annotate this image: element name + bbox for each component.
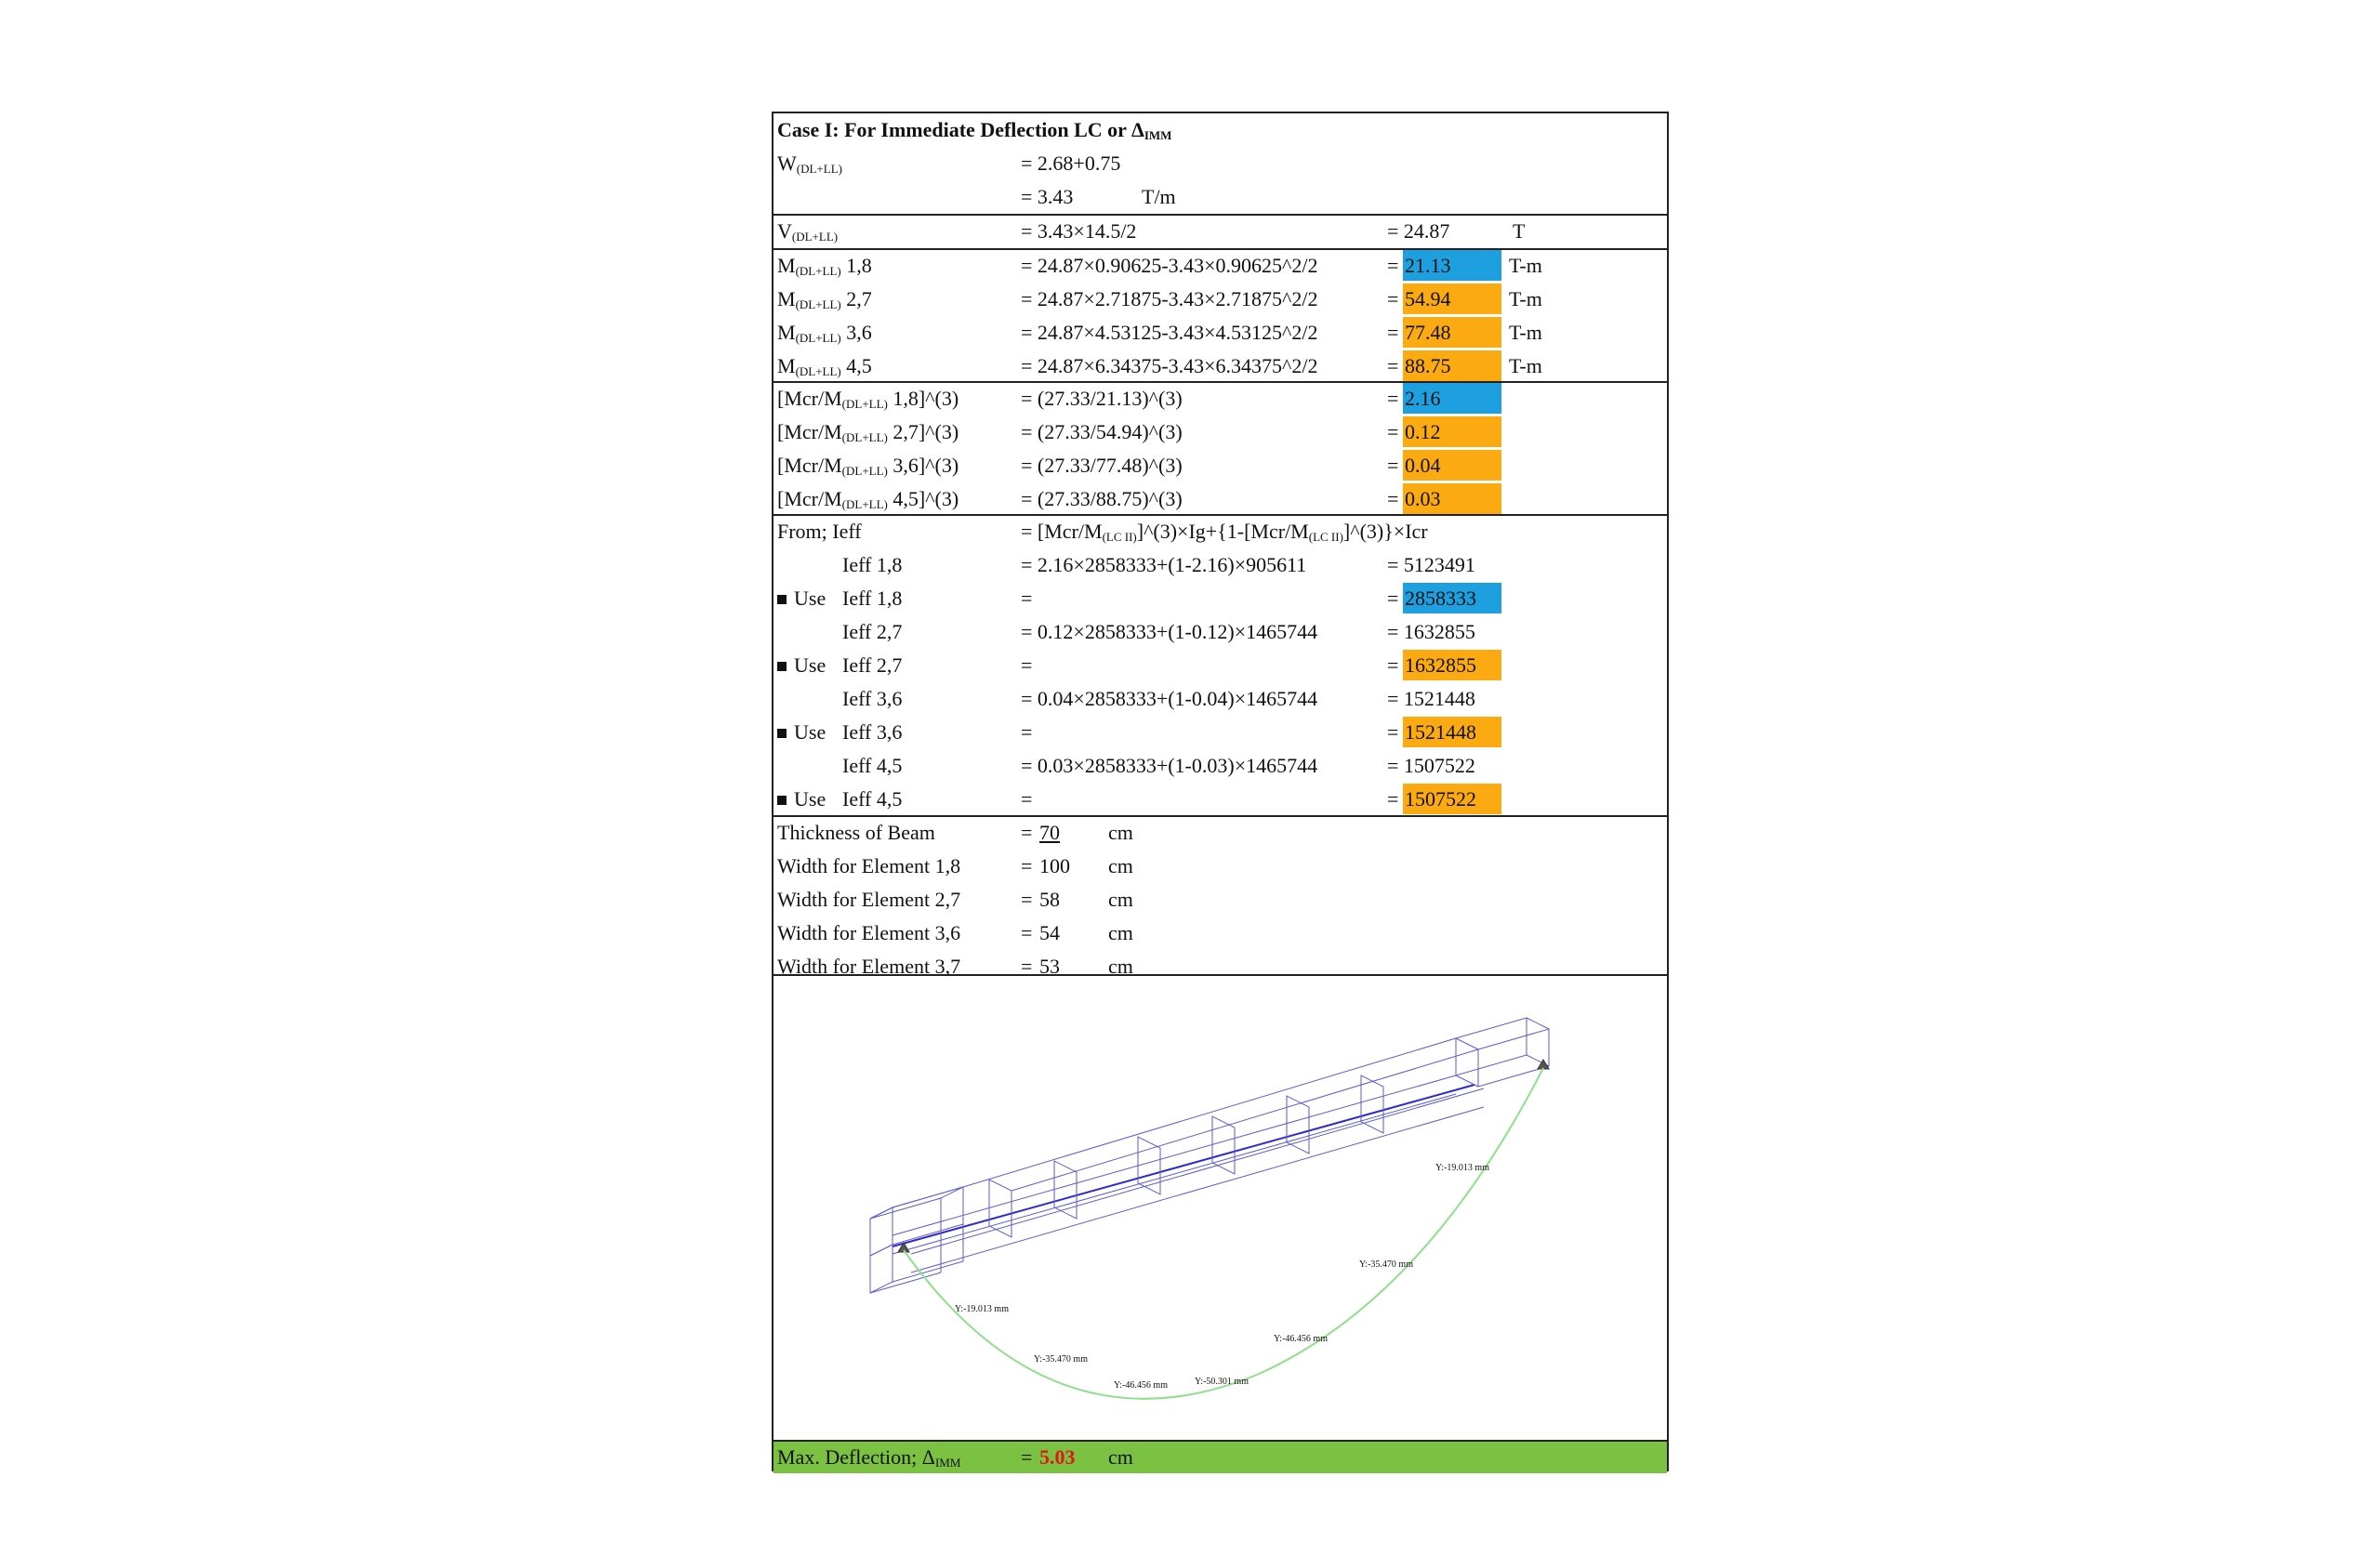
eq-sign: = [1387,387,1399,410]
moment-expression: = 24.87×4.53125-3.43×4.53125^2/2 [1021,321,1318,344]
max-deflection-eq: = [1021,1445,1033,1469]
beam-edge [892,1094,1456,1254]
ieff-use-label: Ieff 3,6 [842,720,903,744]
v-result: = 24.87 [1387,219,1450,243]
moment-unit: T-m [1509,354,1542,377]
use-label: Use [777,783,826,816]
moment-label: $M_{(DL+LL)}$ 4,5 [777,354,872,378]
beam-wireframe [870,1018,1549,1293]
eq-sign: = [1387,321,1399,344]
max-deflection-row [774,1440,1667,1473]
ratio-expression: = (27.33/54.94)^(3) [1021,420,1183,443]
ratio-row [774,382,1667,415]
dimension-unit: cm [1108,921,1133,944]
ieff-expression: = 0.03×2858333+(1-0.03)×1465744 [1021,754,1318,777]
eq-sign: = [1021,854,1033,877]
ieff-use-label: Ieff 2,7 [842,653,903,677]
case-title-row [774,113,1667,147]
ieff-label: Ieff 4,5 [842,754,903,777]
moment-value-cell: 77.48 [1403,317,1501,348]
beam-top-front-edge [1012,1049,1478,1191]
dimension-label: Width for Element 1,8 [777,854,961,877]
ieff-use-label: Ieff 4,5 [842,787,903,811]
moment-label: $M_{(DL+LL)}$ 1,8 [777,254,872,278]
bullet-icon [777,729,787,738]
moment-value-cell: 21.13 [1403,250,1501,281]
bullet-icon [777,796,787,805]
moment-expression: = 24.87×6.34375-3.43×6.34375^2/2 [1021,354,1318,377]
edge [1527,1018,1549,1029]
eq-sign: = [1387,420,1399,443]
ieff-header-label: From; Ieff [777,520,862,543]
dimension-unit: cm [1108,888,1133,911]
dimension-unit: cm [1108,854,1133,877]
ratio-value-cell: 0.04 [1403,450,1501,481]
ieff-formula-row [774,515,1667,548]
eq-sign: = [1387,254,1399,277]
w-result: = 3.43 [1021,185,1074,208]
eq-sign: = [1021,921,1033,944]
ratio-expression: = (27.33/21.13)^(3) [1021,387,1183,410]
max-deflection-label: Max. Deflection; $\Delta_{IMM}$ [777,1445,961,1470]
edge [1456,1038,1478,1049]
ratio-value-cell: 0.03 [1403,483,1501,514]
section-frame [1138,1137,1160,1194]
ieff-use-value-cell: 2858333 [1403,583,1501,613]
ieff-expression: = 0.04×2858333+(1-0.04)×1465744 [1021,687,1318,710]
moment-row [774,249,1667,283]
ieff-use-value-cell: 1507522 [1403,784,1501,814]
ieff-result: = 1632855 [1387,620,1475,643]
ieff-label: Ieff 2,7 [842,620,903,643]
dimension-value: 54 [1039,921,1060,944]
dimension-unit: cm [1108,955,1133,978]
ieff-use-row [774,716,1667,749]
section-frame [1212,1116,1235,1174]
ieff-formula: = $[Mcr/M_{(LC II)}]\^{}(3)\times Ig+\{1-[Mcr/M_{(LC II)}]\^{}(3)\}\times Icr$ [1021,520,1428,544]
deflection-label: Y:-46.456 mm [1274,1334,1328,1344]
ratio-label: [$Mcr/M_{(DL+LL)}$ 3,6]^(3) [777,454,959,478]
dimension-row [774,916,1667,950]
ieff-expression: = 2.16×2858333+(1-2.16)×905611 [1021,553,1307,576]
ratio-expression: = (27.33/77.48)^(3) [1021,454,1183,477]
dimension-label: Thickness of Beam [777,821,935,844]
max-deflection-unit: cm [1108,1445,1133,1469]
dimension-row [774,883,1667,916]
ieff-result: = 1521448 [1387,687,1475,710]
left-support-block-side [870,1207,892,1256]
ratio-label: [$Mcr/M_{(DL+LL)}$ 2,7]^(3) [777,420,959,444]
ieff-use-value-cell: 1521448 [1403,717,1501,747]
beam-bottom-edge [911,1107,1484,1272]
ratio-value-cell: 2.16 [1403,383,1501,414]
ieff-calc-row [774,615,1667,649]
deflection-label: Y:-19.013 mm [1435,1163,1489,1173]
v-label: $V_{(DL+LL)}$ [777,219,839,244]
moment-expression: = 24.87×0.90625-3.43×0.90625^2/2 [1021,254,1318,277]
beam-top-edge [892,1075,1456,1235]
eq-sign: = [1021,821,1033,844]
w-row [774,147,1667,180]
eq-sign: = [1387,720,1399,744]
ieff-use-row [774,649,1667,682]
ieff-calc-row [774,548,1667,582]
eq-sign: = [1387,487,1399,510]
moment-unit: T-m [1509,321,1542,344]
w-unit: T/m [1142,185,1176,208]
eq-sign: = [1387,787,1399,811]
deflection-diagram [774,975,1667,1440]
left-support-block-lower [870,1245,892,1293]
dimension-value: 58 [1039,888,1060,911]
moment-value-cell: 88.75 [1403,350,1501,381]
eq-sign: = [1021,720,1033,744]
ieff-calc-row [774,682,1667,716]
deflection-label: Y:-46.456 mm [1114,1380,1168,1391]
moment-row [774,349,1667,383]
ieff-result: = 1507522 [1387,754,1475,777]
ieff-label: Ieff 1,8 [842,553,903,576]
dimension-row [774,850,1667,883]
dimension-value: 70 [1039,821,1060,844]
dimension-row [774,816,1667,850]
beam-centerline [892,1085,1474,1246]
dimension-value: 100 [1039,854,1070,877]
w-result-row [774,180,1667,214]
section-frame [1054,1161,1077,1219]
ratio-expression: = (27.33/88.75)^(3) [1021,487,1183,510]
eq-sign: = [1387,653,1399,677]
deflection-label: Y:-35.470 mm [1034,1354,1088,1365]
calculation-sheet [772,112,1669,1471]
ieff-use-row [774,783,1667,816]
beam-top-rear-edge [963,1038,1456,1187]
eq-sign: = [1021,653,1033,677]
edge [870,1272,941,1293]
moment-unit: T-m [1509,287,1542,310]
beam-edge [911,1088,1484,1254]
ratio-row [774,415,1667,449]
max-deflection-value: 5.03 [1039,1445,1076,1469]
ieff-use-label: Ieff 1,8 [842,587,903,610]
ratio-row [774,482,1667,516]
ieff-label: Ieff 3,6 [842,687,903,710]
ratio-label: [$Mcr/M_{(DL+LL)}$ 4,5]^(3) [777,487,959,511]
ratio-value-cell: 0.12 [1403,416,1501,447]
v-row [774,215,1667,248]
ieff-calc-row [774,749,1667,783]
ieff-expression: = 0.12×2858333+(1-0.12)×1465744 [1021,620,1318,643]
v-unit: T [1513,219,1526,243]
eq-sign: = [1387,587,1399,610]
moment-label: $M_{(DL+LL)}$ 3,6 [777,321,872,345]
ratio-label: [$Mcr/M_{(DL+LL)}$ 1,8]^(3) [777,387,959,411]
case-title: Case I: For Immediate Deflection LC or $\Delta_{IMM}$ [777,118,1172,142]
eq-sign: = [1021,587,1033,610]
ieff-use-value-cell: 1632855 [1403,650,1501,680]
edge [1456,1075,1478,1087]
deflection-label: Y:-19.013 mm [955,1304,1009,1314]
eq-sign: = [1387,287,1399,310]
use-label: Use [777,716,826,749]
deflection-labels [955,1163,1489,1391]
right-support-block [1456,1018,1527,1075]
use-label: Use [777,582,826,615]
dimension-unit: cm [1108,821,1133,844]
dimension-label: Width for Element 3,7 [777,955,961,978]
deflection-label: Y:-50.301 mm [1195,1377,1249,1387]
dimension-label: Width for Element 2,7 [777,888,961,911]
moment-expression: = 24.87×2.71875-3.43×2.71875^2/2 [1021,287,1318,310]
eq-sign: = [1021,888,1033,911]
w-label: $W_{(DL+LL)}$ [777,152,842,176]
eq-sign: = [1387,454,1399,477]
eq-sign: = [1021,787,1033,811]
use-label: Use [777,649,826,682]
ieff-use-row [774,582,1667,615]
left-support-block-top [870,1187,963,1219]
moment-value-cell: 54.94 [1403,284,1501,314]
edge [892,1261,963,1282]
moment-unit: T-m [1509,254,1542,277]
w-expression: = 2.68+0.75 [1021,152,1121,175]
dimension-value: 53 [1039,955,1060,978]
ieff-result: = 5123491 [1387,553,1475,576]
moment-row [774,316,1667,349]
moment-row [774,283,1667,316]
supports [898,1060,1549,1252]
eq-sign: = [1387,354,1399,377]
bullet-icon [777,662,787,671]
ratio-row [774,449,1667,482]
bullet-icon [777,595,787,604]
eq-sign: = [1021,955,1033,978]
deflection-label: Y:-35.470 mm [1359,1259,1413,1270]
dimension-label: Width for Element 3,6 [777,921,961,944]
moment-label: $M_{(DL+LL)}$ 2,7 [777,287,872,311]
v-expression: = 3.43×14.5/2 [1021,219,1137,243]
